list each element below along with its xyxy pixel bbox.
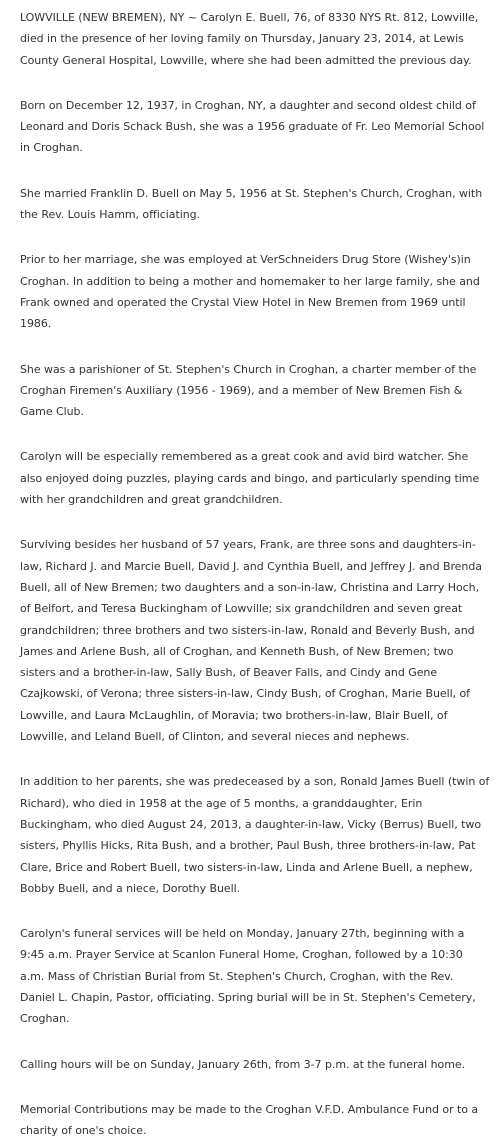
paragraph-employment: Prior to her marriage, she was employed at VerSchneiders Drug Store (Wishey's)in Croghan. In addition to being a mother and homemaker to her large family, she and Frank owned and operated the Crystal View Hotel in New Bremen from 1969 until 1986. (20, 253, 480, 331)
paragraph-funeral-services: Carolyn's funeral services will be held on Monday, January 27th, beginning with a 9:45 a.m. Prayer Service at Scanlon Funeral Home, Croghan, followed by a 10:30 a.m. Mass of Christian Burial from St. Stephen's Church, Croghan, with the Rev. Daniel L. Chapin, Pastor, officiating. Spring burial will be in St. Stephen's Cemetery, Croghan. (20, 927, 476, 1026)
paragraph-death-notice: LOWVILLE (NEW BREMEN), NY ~ Carolyn E. Buell, 76, of 8330 NYS Rt. 812, Lowville, died in the presence of her loving family on Thursday, January 23, 2014, at Lewis County General Hospital, Lowville, where she had been admitted the previous day. (20, 11, 479, 67)
paragraph-predeceased: In addition to her parents, she was predeceased by a son, Ronald James Buell (twin of Richard), who died in 1958 at the age of 5 months, a granddaughter, Erin Buckingham, who died August 24, 2013, a daughter-in-law, Vicky (Berrus) Buell, two sisters, Phyllis Hicks, Rita Bush, and a brother, Paul Bush, three brothers-in-law, Pat Clare, Brice and Robert Buell, two sisters-in-law, Linda and Arlene Buell, a nephew, Bobby Buell, and a niece, Dorothy Buell. (20, 775, 490, 895)
paragraph-marriage: She married Franklin D. Buell on May 5, 1956 at St. Stephen's Church, Croghan, with the Rev. Louis Hamm, officiating. (20, 186, 483, 222)
paragraph-memberships: She was a parishioner of St. Stephen's Church in Croghan, a charter member of the Croghan Firemen's Auxiliary (1956 - 1969), and a member of New Bremen Fish & Game Club. (20, 362, 477, 419)
paragraph-birth: Born on December 12, 1937, in Croghan, NY, a daughter and second oldest child of Leonard and Doris Schack Bush, she was a 1956 graduate of Fr. Leo Memorial School in Croghan. (20, 98, 485, 155)
paragraph-calling-hours: Calling hours will be on Sunday, January 26th, from 3-7 p.m. at the funeral home. (20, 1057, 466, 1071)
paragraph-memorial-contributions: Memorial Contributions may be made to the Croghan V.F.D. Ambulance Fund or to a charity of one's choice. (20, 1102, 479, 1138)
paragraph-survivors: Surviving besides her husband of 57 years, Frank, are three sons and daughters-in-law, Richard J. and Marcie Buell, David J. and Cynthia Buell, and Jeffrey J. and Brenda Buell, all of New Bremen; two daughters and a son-in-law, Christina and Larry Hoch, of Belfort, and Teresa Buckingham of Lowville; six grandchildren and seven great grandchildren; three brothers and two sisters-in-law, Ronald and Beverly Bush, and James and Arlene Bush, all of Croghan, and Kenneth Bush, of New Bremen; two sisters and a brother-in-law, Sally Bush, of Beaver Falls, and Cindy and Gene Czajkowski, of Verona; three sisters-in-law, Cindy Bush, of Croghan, Marie Buell, of Lowville, and Laura McLaughlin, of Moravia; two brothers-in-law, Blair Buell, of Lowville, and Leland Buell, of Clinton, and several nieces and nephews. (20, 538, 482, 744)
paragraph-remembrance: Carolyn will be especially remembered as a great cook and avid bird watcher. She also enjoyed doing puzzles, playing cards and bingo, and particularly spending time with her grandchildren and great grandchildren. (20, 450, 480, 507)
